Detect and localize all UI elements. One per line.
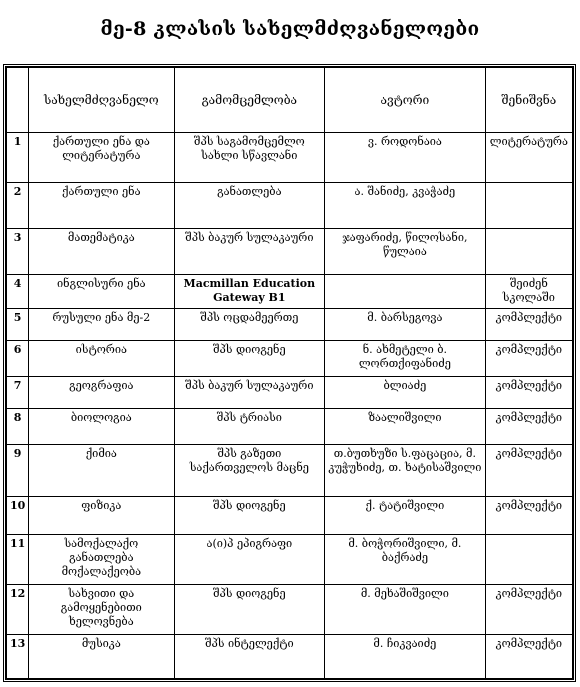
row-number: 3	[7, 229, 29, 275]
row-publisher: შპს ბაკურ სულაკაური	[174, 377, 325, 409]
row-note: ლიტერატურა	[485, 133, 572, 183]
row-author	[325, 275, 486, 309]
row-subject: გეოგრაფია	[29, 377, 175, 409]
row-author: მ. ბოჭორიშვილი, მ. ბაქრაძე	[325, 535, 486, 585]
row-publisher: Macmillan Education Gateway B1	[174, 275, 325, 309]
row-publisher: შპს ტრიასი	[174, 409, 325, 445]
row-subject: სახვითი და გამოყენებითი ხელოვნება	[29, 585, 175, 635]
row-number: 13	[7, 635, 29, 679]
row-subject: ფიზიკა	[29, 497, 175, 535]
table-row	[7, 445, 573, 497]
table-row	[7, 275, 573, 309]
row-author: მ. მეხაშიშვილი	[325, 585, 486, 635]
header-publisher: გამომცემლობა	[174, 68, 325, 133]
table-row	[7, 635, 573, 679]
table-row	[7, 497, 573, 535]
row-author: თ.ბუთხუზი ს.ფაცაცია, მ. კუჭუხიძე, თ. ხატისაშვილი	[325, 445, 486, 497]
row-subject: მათემატიკა	[29, 229, 175, 275]
header-author: ავტორი	[325, 68, 486, 133]
table-body	[7, 133, 573, 679]
row-author: ბლიაძე	[325, 377, 486, 409]
table-row	[7, 535, 573, 585]
row-publisher: შპს დიოგენე	[174, 341, 325, 377]
table-row	[7, 309, 573, 341]
row-publisher: შპს ბაკურ სულაკაური	[174, 229, 325, 275]
row-number: 11	[7, 535, 29, 585]
row-publisher: შპს საგამომცემლო სახლი სწავლანი	[174, 133, 325, 183]
row-subject: ქართული ენა და ლიტერატურა	[29, 133, 175, 183]
row-number: 7	[7, 377, 29, 409]
row-number: 4	[7, 275, 29, 309]
row-number: 5	[7, 309, 29, 341]
row-author: ნ. ახმეტელი ბ. ლორთქიფანიძე	[325, 341, 486, 377]
table-row	[7, 409, 573, 445]
row-subject: ქიმია	[29, 445, 175, 497]
row-publisher: შპს გაზეთი საქართველოს მაცნე	[174, 445, 325, 497]
row-publisher: შპს ინტელექტი	[174, 635, 325, 679]
row-author: ვ. როდონაია	[325, 133, 486, 183]
row-subject: სამოქალაქო განათლება მოქალაქეობა	[29, 535, 175, 585]
page-title: მე-8 კლასის სახელმძღვანელოები	[100, 18, 480, 40]
row-number: 6	[7, 341, 29, 377]
row-note	[485, 183, 572, 229]
row-publisher: ა(ი)პ ეპიგრაფი	[174, 535, 325, 585]
table-row	[7, 133, 573, 183]
row-note: კომპლექტი	[485, 497, 572, 535]
row-author: ზაალიშვილი	[325, 409, 486, 445]
row-note: კომპლექტი	[485, 635, 572, 679]
header-textbook: სახელმძღვანელო	[29, 68, 175, 133]
row-note	[485, 229, 572, 275]
row-author: ჯაფარიძე, წილოსანი, წულაია	[325, 229, 486, 275]
row-publisher: შპს დიოგენე	[174, 497, 325, 535]
row-subject: რუსული ენა მე-2	[29, 309, 175, 341]
table-row	[7, 229, 573, 275]
row-subject: ქართული ენა	[29, 183, 175, 229]
row-author: ა. შანიძე, კვაჭაძე	[325, 183, 486, 229]
header-note: შენიშვნა	[485, 68, 572, 133]
table-row	[7, 377, 573, 409]
row-author: მ. ბარსეგოვა	[325, 309, 486, 341]
row-author: მ. ჩიკვაიძე	[325, 635, 486, 679]
textbook-table-frame	[3, 64, 576, 682]
row-subject: ისტორია	[29, 341, 175, 377]
row-subject: ბიოლოგია	[29, 409, 175, 445]
table-row	[7, 183, 573, 229]
row-note: შეიძენ სკოლაში	[485, 275, 572, 309]
textbook-table	[6, 67, 573, 679]
row-note	[485, 535, 572, 585]
row-publisher: განათლება	[174, 183, 325, 229]
row-number: 1	[7, 133, 29, 183]
row-note: კომპლექტი	[485, 445, 572, 497]
row-number: 12	[7, 585, 29, 635]
row-number: 8	[7, 409, 29, 445]
row-author: ქ. ტატიშვილი	[325, 497, 486, 535]
row-subject: მუსიკა	[29, 635, 175, 679]
row-subject: ინგლისური ენა	[29, 275, 175, 309]
table-header-row	[7, 68, 573, 133]
row-note: კომპლექტი	[485, 341, 572, 377]
row-publisher: შპს დიოგენე	[174, 585, 325, 635]
row-number: 9	[7, 445, 29, 497]
header-number	[7, 68, 29, 133]
table-row	[7, 341, 573, 377]
table-row	[7, 585, 573, 635]
row-number: 2	[7, 183, 29, 229]
row-note: კომპლექტი	[485, 309, 572, 341]
row-note: კომპლექტი	[485, 585, 572, 635]
row-note: კომპლექტი	[485, 377, 572, 409]
row-number: 10	[7, 497, 29, 535]
row-note: კომპლექტი	[485, 409, 572, 445]
row-publisher: შპს ოცდამეერთე	[174, 309, 325, 341]
